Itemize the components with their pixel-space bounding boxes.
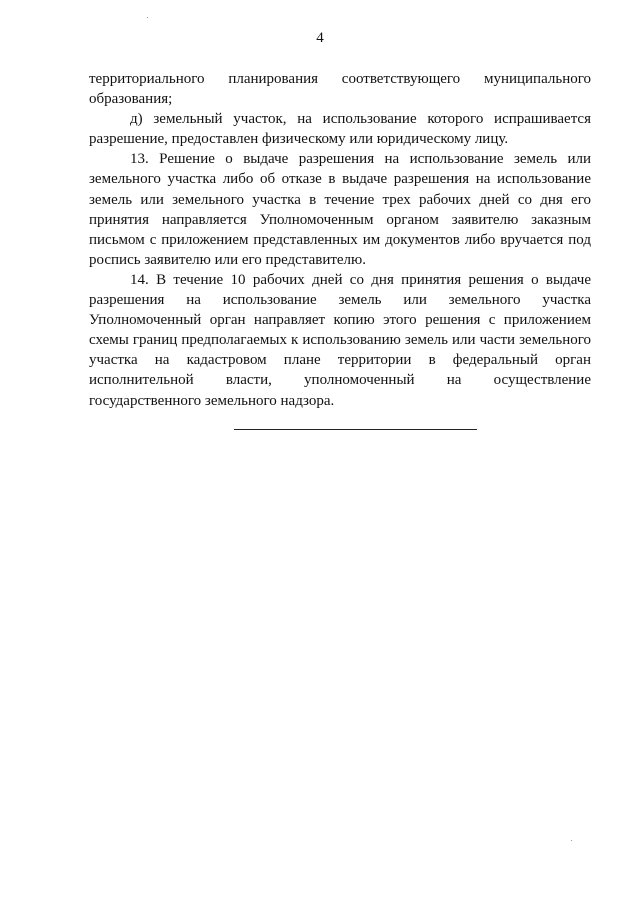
scan-speck <box>571 840 572 841</box>
end-of-text-rule <box>234 429 477 430</box>
paragraph-item-d: д) земельный участок, на использование которого испрашивается разрешение, предоставлен физическому или юридическому лицу. <box>89 111 591 148</box>
paragraph-continuation: территориального планирования соответствующего муниципального образования; <box>89 71 591 108</box>
paragraph-item-14: 14. В течение 10 рабочих дней со дня принятия решения о выдаче разрешения на использование земель или земельного участка Уполномоченный орган направляет копию этого решения с приложением схемы границ предполагаемых к использованию земель или части земельного участка на кадастровом плане территории в федеральный орган исполнительной власти, уполномоченный на осуществление государственного земельного надзора. <box>89 271 591 409</box>
document-body <box>89 69 591 411</box>
scan-speck <box>147 17 148 18</box>
page-number: 4 <box>316 30 324 46</box>
paragraph-item-13: 13. Решение о выдаче разрешения на использование земель или земельного участка либо об отказе в выдаче разрешения на использование земель или земельного участка в течение трех рабочих дней со дня его принятия направляется Уполномоченным органом заявителю заказным письмом с приложением представленных им документов либо вручается под роспись заявителю или его представителю. <box>89 151 591 268</box>
